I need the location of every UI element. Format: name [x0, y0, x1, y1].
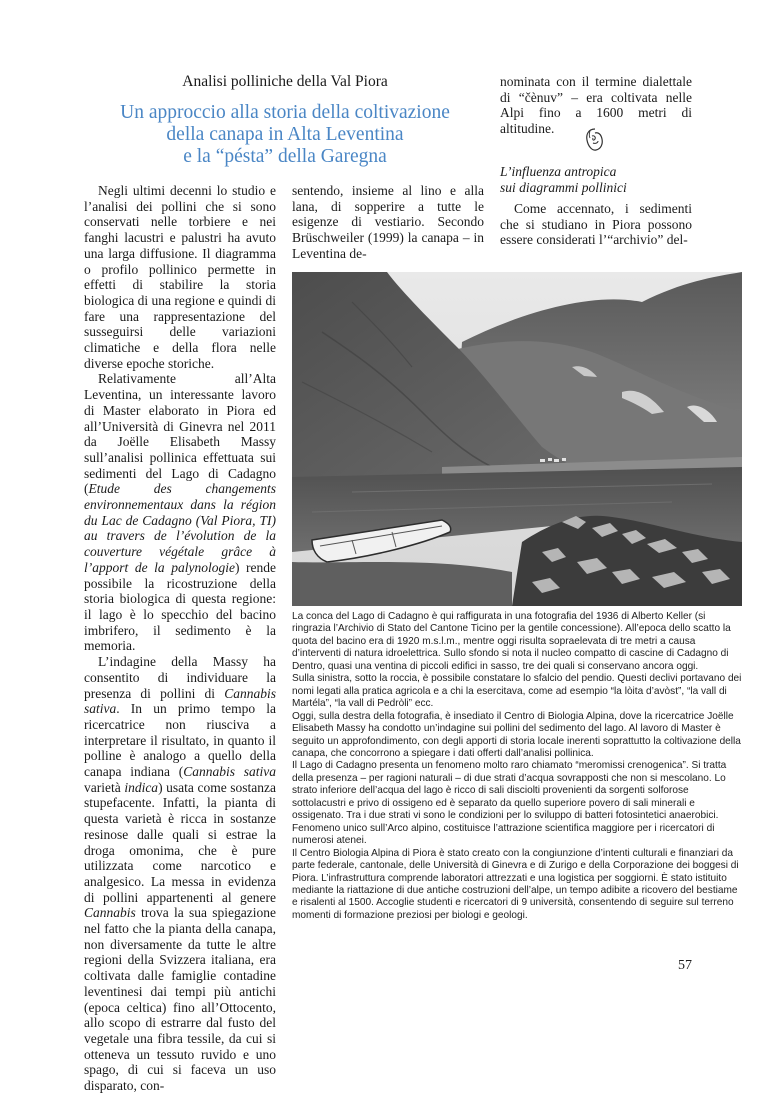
article-title — [100, 102, 470, 168]
caption-paragraph-4: Il Lago di Cadagno presenta un fenomeno molto raro chiamato “meromissi crenogenica”. Si tratta della presenza – per ragioni naturali – di due strati d’acqua sovrapposti che non si mescolano. Lo strato inferiore dell’acqua del lago è ricco di sali disciolti provenienti da sorgenti solforose sottolacustri e privo di ossigeno ed è separato da quello superiore povero di sali minerali e ossigenato. Tra i due strati vi sono le condizioni per lo sviluppo di batteri fotosintetici anaerobici. Fenomeno unico sull’Arco alpino, costituisce l’attrazione scientifica maggiore per i ricercatori di numerosi atenei. — [292, 760, 727, 847]
caption-paragraph-3: Oggi, sulla destra della fotografia, è insediato il Centro di Biologia Alpina, dove la ricercatrice Joëlle Elisabeth Massy ha condotto un’indagine sui pollini del sedimento del lago. Al lavoro di Master è seguito un approfondimento, con degli apporti di storia locale inerenti soprattutto la coltivazione della canapa, che concorrono a spiegare i dati offerti dall’analisi pollinica. — [292, 710, 741, 759]
thesis-title: Etude des changements environnementaux dans la région du Lac de Cadagno (Val Piora, TI) au travers de l’évolution de la couverture végétale grâce à l’apport de la palynologie — [84, 481, 276, 575]
caption-paragraph-2: Sulla sinistra, sotto la roccia, è possibile constatare lo sfalcio del pendio. Questi declivi portavano dei nomi legati alla pratica agricola e a chi la esercitava, come ad esempio “la lòita d’avòst”, “la vall di Martéla”, “la vall di Pedròli” ecc. — [292, 673, 742, 710]
text-column-2 — [292, 183, 484, 261]
text-run: ) rende possibile la ricostruzione della storia biologica di questa regione: il lago è lo specchio del bacino imbrifero, il sedimento è la memoria. — [84, 559, 276, 654]
species-name: Cannabis sativa — [183, 764, 277, 780]
genus-name: Cannabis — [84, 905, 136, 921]
text-run: Relativamente all’Alta Leventina, un interessante lavoro di Master elaborato in Piora ed all’Università di Ginevra nel 2011 da Joëlle Elisabeth Massy sull’analisi pollinica effettuata sui sedimenti del Lago di Cadagno ( — [84, 371, 276, 497]
text-column-3 — [500, 74, 692, 137]
title-line-2: della canapa in Alta Leventina — [166, 124, 404, 145]
subheading-line-1: L’influenza antropica — [500, 164, 617, 179]
caption-paragraph-5: Il Centro Biologia Alpina di Piora è stato creato con la congiunzione d’intenti culturali e finanziari da parte federale, cantonale, delle Università di Ginevra e di Zurigo e della Corporazione dei boggesi di Piora. L’infrastruttura comprende laboratori attrezzati e una logistica per soggiorni. È stato istituito mediante la riattazione di due antiche costruzioni dell’alpe, un tempo adibite a ricovero del bestiame e risalenti al 1500. Accoglie studenti e ricercatori di 9 università, consentendo di seguire sul terreno momenti di formazione preziosi per biologi e geologi. — [292, 847, 739, 921]
lake-photograph-image — [292, 272, 742, 606]
text-column-3-lower — [500, 201, 692, 248]
text-run: Negli ultimi decenni lo studio e l’analisi dei pollini che si sono conservati nelle torbiere e nei fanghi lacustri e palustri ha avuto una larga diffusione. Il diagramma o profilo pollinico permette in effetti di stabilire la storia biologica di una regione e quindi di fare una rappresentazione del susseguirsi delle variazioni climatiche e della flora nelle diverse epoche storiche. — [84, 183, 276, 371]
title-line-3: e la “pésta” della Garegna — [183, 146, 387, 167]
text-run: . In un primo tempo la ricercatrice non riusciva a interpretare il risultato, in quanto il polline è analogo a quello della canapa indiana ( — [84, 701, 276, 780]
paragraph-archive: Come accennato, i sedimenti che si studiano in Piora possono essere considerati l’“archivio” del- — [500, 201, 692, 248]
ornament-icon — [582, 126, 608, 154]
caption-paragraph-1: La conca del Lago di Cadagno è qui raffigurata in una fotografia del 1936 di Alberto Keller (si ringrazia l’Archivio di Stato del Cantone Ticino per la gentile concessione). All’epoca dello scatto la quota del bacino era di 1920 m.s.l.m., mentre oggi risulta sopraelevata di tre metri a causa d’interventi di natura idroelettrica. Sullo sfondo si nota il nucleo compatto di cascine di Cadagno di Dentro, quasi una ventina di piccoli edifici in sasso, tre dei quali si conservano ancora oggi. — [292, 611, 731, 672]
lake-photograph — [292, 272, 742, 606]
text-run: L’indagine della Massy ha consentito di individuare la presenza di pollini di — [84, 654, 276, 701]
text-column-1 — [84, 183, 276, 1094]
photo-caption — [292, 611, 744, 922]
paragraph-1 — [84, 183, 276, 371]
variety-name: indica — [124, 779, 159, 795]
subheading — [500, 164, 692, 195]
paragraph-continuation-col3: nominata con il termine dialettale di “čènuv” – era coltivata nelle Alpi fino a 1600 metri di altitudine. — [500, 74, 692, 137]
section-kicker: Analisi polliniche della Val Piora — [182, 73, 388, 90]
species-name: Cannabis sativa — [84, 685, 276, 717]
text-run: ) usata come sostanza stupefacente. Infatti, la pianta di questa varietà è ricca in sostanze resinose dalle quali si estrae la droga omonima, che è pure utilizzata come narcotico e analgesico. La messa in evidenza di pollini appartenenti al genere — [84, 779, 276, 905]
text-run: varietà — [84, 779, 125, 795]
page-number: 57 — [678, 958, 692, 973]
paragraph-3 — [84, 654, 276, 1094]
subheading-line-2: sui diagrammi pollinici — [500, 179, 627, 195]
paragraph-2 — [84, 371, 276, 654]
paragraph-continuation: sentendo, insieme al lino e alla lana, di sopperire a tutte le esigenze di vestiario. Secondo Brüschweiler (1999) la canapa – in Leventina de- — [292, 183, 484, 261]
title-line-1: Un approccio alla storia della coltivazione — [120, 102, 450, 123]
text-run: trova la sua spiegazione nel fatto che la pianta della canapa, non diversamente da tutte le altre regioni della Svizzera italiana, era coltivata dalle famiglie contadine leventinesi dai tempi più antichi (epoca celtica) fino all’Ottocento, allo scopo di estrarre dal fusto del vegetale una fibra tessile, da cui si otteneva un tessuto ruvido e uno spago, di cui si faceva un uso disparato, con- — [84, 905, 276, 1094]
